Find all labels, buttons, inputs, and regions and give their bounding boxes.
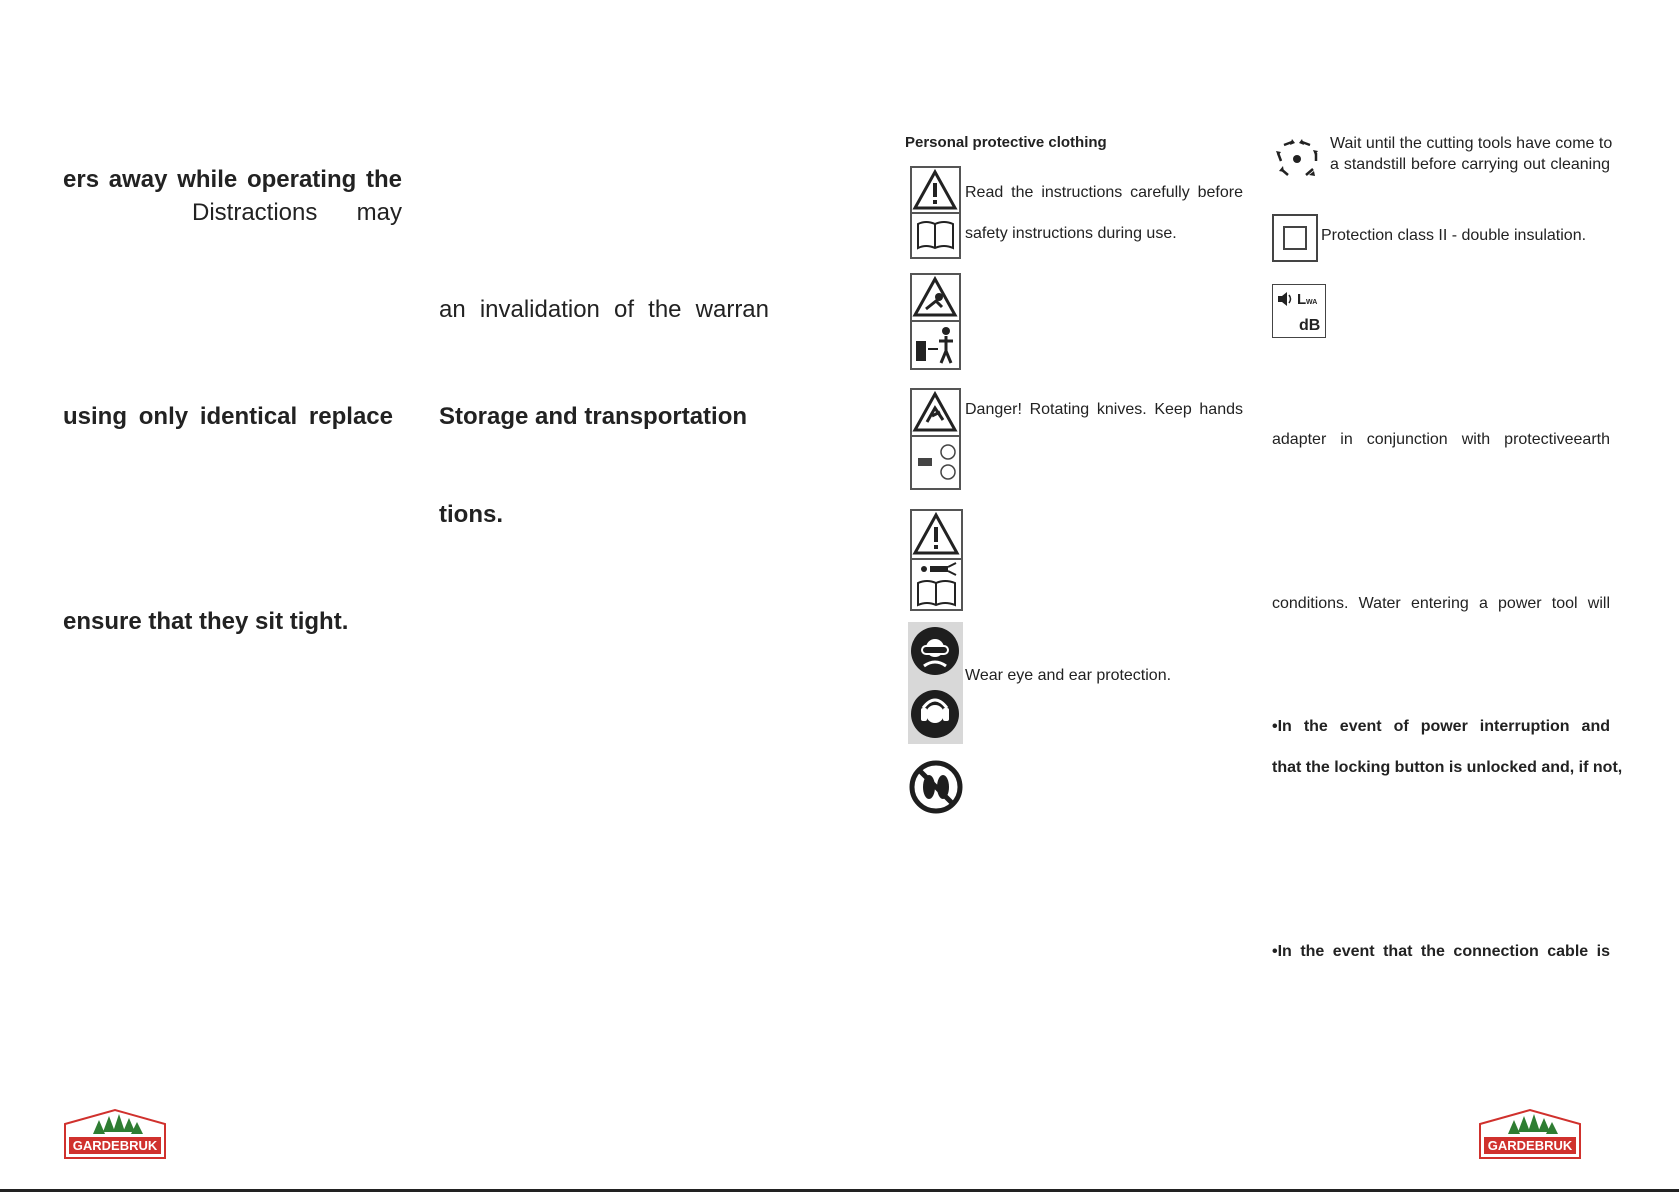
read-manual-icon <box>910 166 961 259</box>
body-text-line: ers away while operating the <box>63 166 402 193</box>
symbol-text: Wear eye and ear protection. <box>965 667 1172 684</box>
sound-label-sub: WA <box>1306 299 1318 306</box>
symbol-text: a standstill before carrying out cleaning <box>1330 156 1610 173</box>
wait-standstill-icon <box>1274 137 1320 181</box>
unplug-before-maintenance-icon <box>910 509 963 611</box>
body-text-word: may <box>356 199 402 226</box>
brand-name: GARDEBRUK <box>72 1138 158 1153</box>
sound-label-db: dB <box>1299 317 1321 334</box>
body-text-line: conditions. Water entering a power tool will <box>1272 595 1610 612</box>
symbol-text: Protection class II - double insulation. <box>1321 227 1587 244</box>
body-text-line: •In the event of power interruption and <box>1272 718 1610 735</box>
symbol-text: Wait until the cutting tools have come to <box>1330 135 1613 152</box>
sound-label-l: L <box>1297 291 1307 308</box>
keep-bystanders-away-icon <box>910 273 961 370</box>
section-title: Personal protective clothing <box>905 134 1107 151</box>
body-text-line: that the locking button is unlocked and, if not, <box>1272 759 1623 776</box>
body-text-line: using only identical replace <box>63 403 393 430</box>
sound-power-icon <box>1272 284 1326 338</box>
symbol-text: Danger! Rotating knives. Keep hands <box>965 401 1243 418</box>
body-text-line: ensure that they sit tight. <box>63 608 349 635</box>
body-text-line: adapter in conjunction with protectiveearth <box>1272 431 1610 448</box>
brand-logo <box>63 1108 167 1160</box>
body-text-word: Distractions <box>192 199 318 226</box>
brand-name: GARDEBRUK <box>1487 1138 1573 1153</box>
rotating-knives-icon <box>910 388 961 490</box>
body-text-line: tions. <box>439 501 503 528</box>
body-text-line: an invalidation of the warran <box>439 296 769 323</box>
body-text-line: •In the event that the connection cable is <box>1272 943 1610 960</box>
brand-logo <box>1478 1108 1582 1160</box>
eye-ear-protection-icon <box>908 622 963 744</box>
symbol-text: safety instructions during use. <box>965 225 1177 242</box>
protection-class-ii-icon <box>1272 214 1318 262</box>
body-text-line <box>192 201 402 225</box>
symbol-text: Read the instructions carefully before <box>965 184 1243 201</box>
no-barefoot-icon <box>908 759 964 815</box>
section-heading: Storage and transportation <box>439 403 748 430</box>
